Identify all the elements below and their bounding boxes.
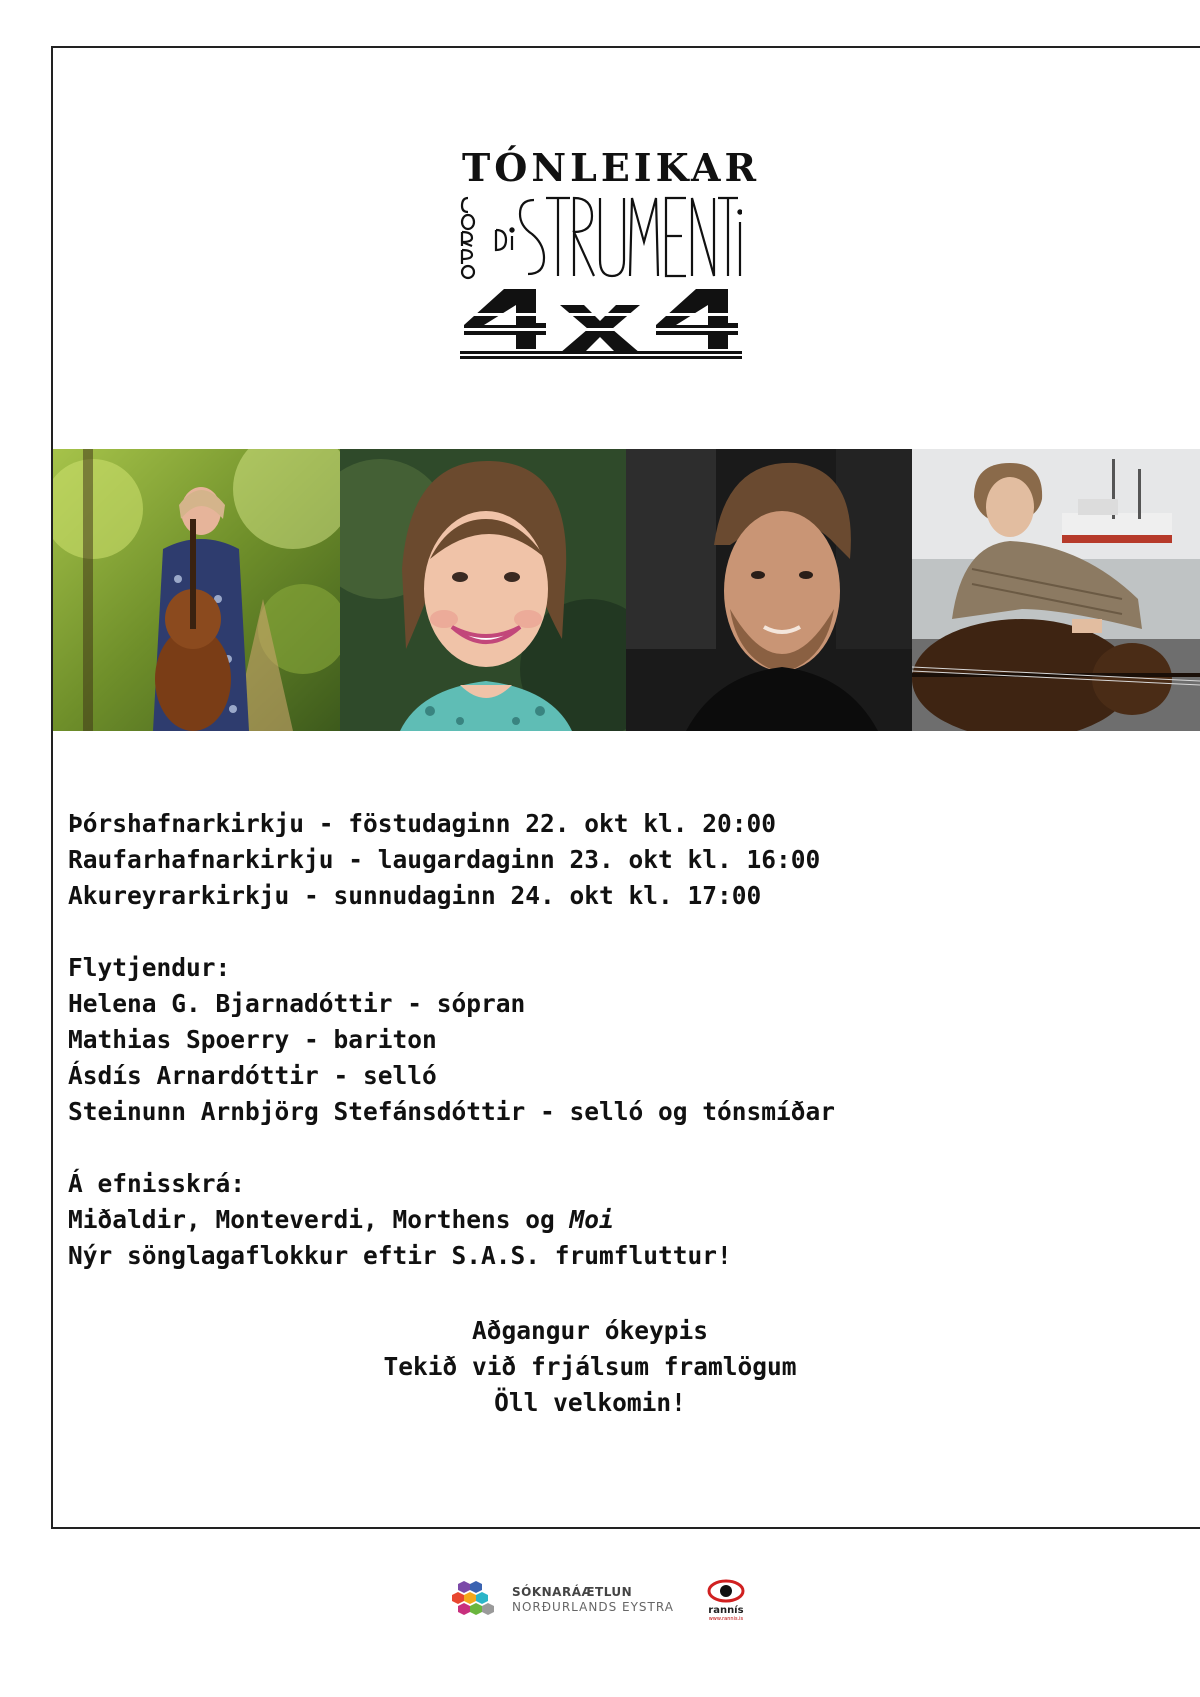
program-heading: Á efnisskrá: bbox=[68, 1169, 246, 1198]
sponsor-logos bbox=[452, 1578, 746, 1622]
program-section bbox=[68, 1166, 732, 1274]
rannis-logo bbox=[706, 1578, 746, 1622]
performer-photo-strip bbox=[53, 449, 1200, 731]
performer-line: Helena G. Bjarnadóttir - sópran bbox=[68, 989, 526, 1018]
soknaraaetlun-logo bbox=[452, 1580, 674, 1620]
schedule-line: Raufarhafnarkirkju - laugardaginn 23. okt kl. 16:00 bbox=[68, 845, 821, 874]
welcome-line: Öll velkomin! bbox=[494, 1388, 686, 1417]
cellist-harbor-photo bbox=[912, 449, 1200, 731]
baritone-portrait-photo bbox=[626, 449, 912, 731]
schedule-line: Þórshafnarkirkju - föstudaginn 22. okt kl. 20:00 bbox=[68, 809, 777, 838]
donation-line: Tekið við frjálsum framlögum bbox=[383, 1352, 797, 1381]
rannis-url: www.rannis.is bbox=[708, 1616, 744, 1622]
admission-info bbox=[250, 1313, 930, 1421]
rannis-label: rannís bbox=[708, 1605, 744, 1616]
performer-line: Steinunn Arnbjörg Stefánsdóttir - selló og tónsmíðar bbox=[68, 1097, 836, 1126]
corpo-di-strumenti-logo bbox=[460, 192, 742, 280]
program-moi-text: Moi bbox=[569, 1205, 614, 1234]
performers-section bbox=[68, 950, 835, 1130]
rannis-eye-icon bbox=[706, 1578, 746, 1604]
sokn-line1: SÓKNARÁÆTLUN bbox=[512, 1585, 633, 1599]
program-line-composers bbox=[68, 1202, 732, 1238]
hexagon-cluster-icon bbox=[452, 1580, 504, 1620]
schedule-line: Akureyrarkirkju - sunnudaginn 24. okt kl. 17:00 bbox=[68, 881, 762, 910]
4x4-logo bbox=[460, 287, 742, 359]
performers-heading: Flytjendur: bbox=[68, 953, 231, 982]
performer-line: Ásdís Arnardóttir - selló bbox=[68, 1061, 437, 1090]
admission-line: Aðgangur ókeypis bbox=[471, 1316, 708, 1345]
cellist-woman-forest-photo bbox=[53, 449, 340, 731]
program-composers-text: Miðaldir, Monteverdi, Morthens og bbox=[68, 1205, 570, 1234]
poster-title: TÓNLEIKAR bbox=[462, 145, 761, 190]
performer-line: Mathias Spoerry - bariton bbox=[68, 1025, 437, 1054]
soprano-portrait-photo bbox=[340, 449, 626, 731]
program-line-premiere: Nýr sönglagaflokkur eftir S.A.S. frumfluttur! bbox=[68, 1241, 732, 1270]
sokn-line2: NORÐURLANDS EYSTRA bbox=[512, 1600, 674, 1614]
concert-schedule bbox=[68, 806, 820, 914]
